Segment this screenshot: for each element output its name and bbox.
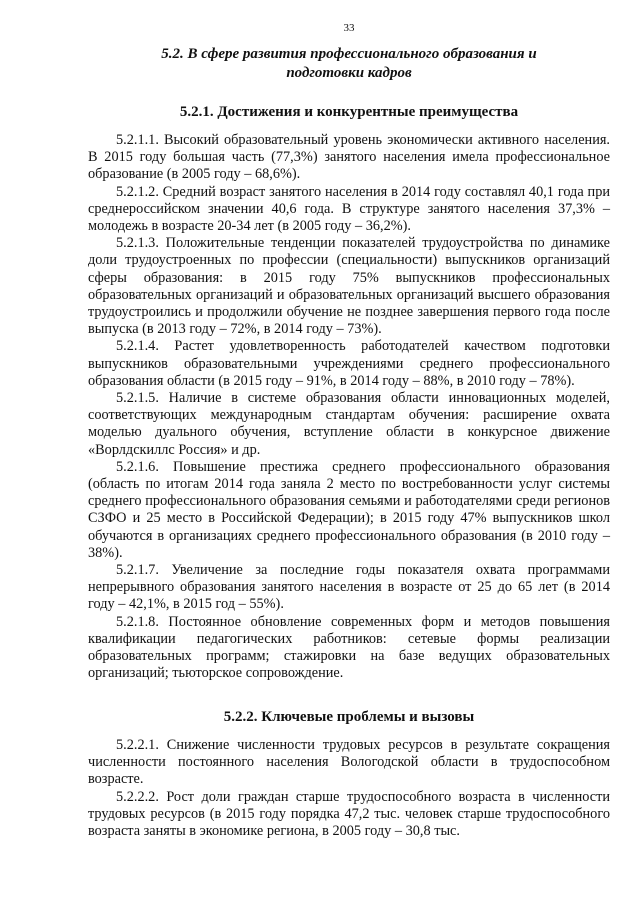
paragraph: 5.2.1.5. Наличие в системе образования области инновационных моделей, соответствующих международным стандартам обучения: расширение охвата моделью дуального обучения, вступление области в конкурсное движение «Ворлдскиллс Россия» и др. [88,390,610,458]
section-title-line2: подготовки кадров [286,65,412,81]
paragraph: 5.2.2.1. Снижение численности трудовых ресурсов в результате сокращения численности постоянного населения Вологодской области в трудоспособном возрасте. [88,737,610,788]
paragraph: 5.2.1.4. Растет удовлетворенность работодателей качеством подготовки выпускников образовательными учреждениями среднего профессионального образования области (в 2015 году – 91%, в 2014 году – 88%, в 2010 году – 78%). [88,338,610,389]
paragraph: 5.2.1.3. Положительные тенденции показателей трудоустройства по динамике доли трудоустроенных по профессии (специальности) выпускников организаций сферы образования: в 2015 году 75% выпускников профессиональных образовательных организаций и образовательных организаций высшего образования трудоустроились и продолжили обучение не позднее завершения первого года после выпуска (в 2013 году – 72%, в 2014 году – 73%). [88,235,610,338]
paragraph: 5.2.2.2. Рост доли граждан старше трудоспособного возраста в численности трудовых ресурсов (в 2015 году порядка 47,2 тыс. человек старше трудоспособного возраста заняты в экономике региона, в 2005 году – 30,8 тыс. [88,788,610,840]
section-title [88,45,610,83]
paragraph: 5.2.1.6. Повышение престижа среднего профессионального образования (область по итогам 2014 года заняла 2 место по востребованности услуг системы среднего профессионального образования семьями и работодателями среди регионов СЗФО и 25 место в Российской Федерации); в 2015 году 47% выпускников школ обучаются в организациях среднего профессионального образования (в 2010 году – 38%). [88,458,610,561]
section-title-line1: 5.2. В сфере развития профессионального образования и [161,46,537,62]
problems-list [88,737,610,840]
paragraph: 5.2.1.1. Высокий образовательный уровень экономически активного населения. В 2015 году большая часть (77,3%) занятого населения имела профессиональное образование (в 2005 году – 68,6%). [88,132,610,183]
page-number: 33 [343,22,355,34]
subsection-title-achievements: 5.2.1. Достижения и конкурентные преимущества [179,104,519,120]
paragraph: 5.2.1.7. Увеличение за последние годы показателя охвата программами непрерывного образования занятого населения в возрасте от 25 до 65 лет (в 2014 году – 42,1%, в 2015 год – 55%). [88,562,610,613]
achievements-list [88,132,610,683]
paragraph: 5.2.1.2. Средний возраст занятого населения в 2014 году составлял 40,1 года при среднероссийском значении 40,6 года. В структуре занятого населения 37,3% – молодежь в возрасте 20-34 лет (в 2005 году – 36,2%). [88,183,610,235]
subsection-title-problems: 5.2.2. Ключевые проблемы и вызовы [223,709,475,725]
paragraph: 5.2.1.8. Постоянное обновление современных форм и методов повышения квалификации педагогических работников: сетевые формы реализации образовательных программ; стажировки на базе ведущих образовательных организаций; тьюторское сопровождение. [88,613,610,682]
